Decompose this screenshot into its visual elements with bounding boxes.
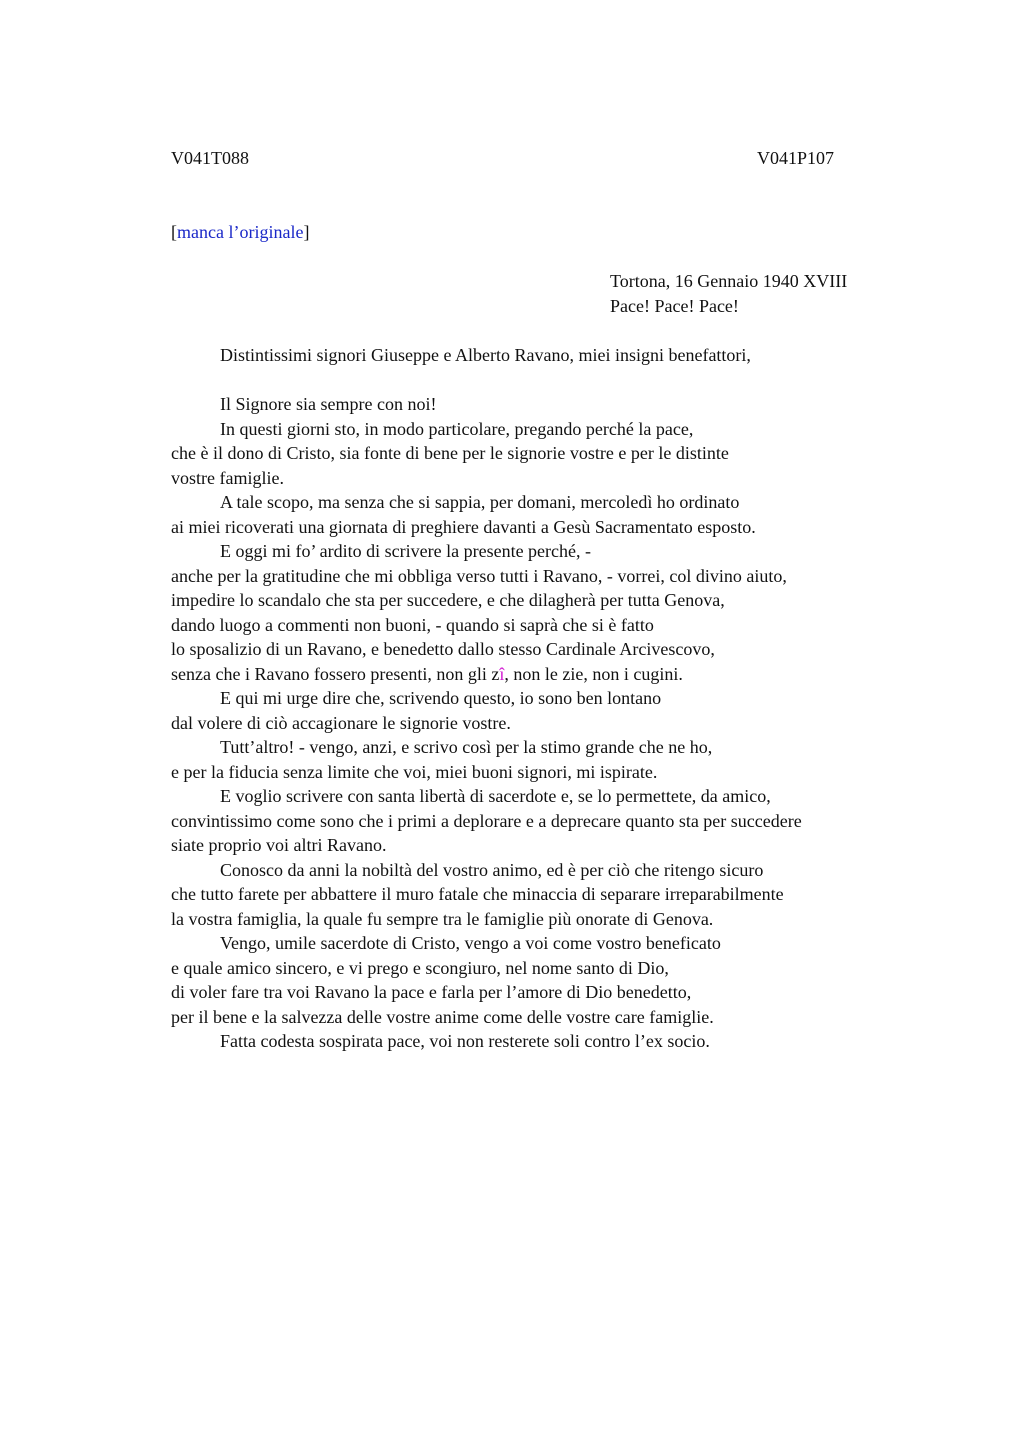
letter-line: e quale amico sincero, e vi prego e scongiuro, nel nome santo di Dio, <box>171 957 669 978</box>
letter-line: Fatta codesta sospirata pace, voi non resterete soli contro l’ex socio. <box>220 1031 710 1051</box>
letter-line: per il bene e la salvezza delle vostre anime come delle vostre care famiglie. <box>171 1006 714 1027</box>
note-link-missing-original[interactable]: manca l’originale <box>177 222 304 242</box>
letter-line: vostre famiglie. <box>171 467 284 488</box>
letter-line: e per la fiducia senza limite che voi, miei buoni signori, mi ispirate. <box>171 761 658 782</box>
letter-line: lo sposalizio di un Ravano, e benedetto dallo stesso Cardinale Arcivescovo, <box>171 639 715 659</box>
editorial-note <box>171 220 309 245</box>
letter-line: Vengo, umile sacerdote di Cristo, vengo a voi come vostro beneficato <box>220 933 721 953</box>
letter-line: E oggi mi fo’ ardito di scrivere la presente perché, - <box>220 541 592 561</box>
salutation: Distintissimi signori Giuseppe e Alberto Ravano, miei insigni benefattori, <box>220 345 751 365</box>
letter-line: Tutt’altro! - vengo, anzi, e scrivo così per la stimo grande che ne ho, <box>220 737 713 757</box>
letter-line <box>171 662 802 687</box>
letter-line: siate proprio voi altri Ravano. <box>171 835 387 855</box>
note-bracket-open: [ <box>171 222 177 242</box>
motto: Pace! Pace! Pace! <box>610 296 739 316</box>
letter-body <box>171 343 802 1054</box>
letter-line: che è il dono di Cristo, sia fonte di bene per le signorie vostre e per le distinte <box>171 443 729 463</box>
letter-line: anche per la gratitudine che mi obbliga verso tutti i Ravano, - vorrei, col divino aiuto, <box>171 565 787 586</box>
letter-line: di voler fare tra voi Ravano la pace e farla per l’amore di Dio benedetto, <box>171 982 692 1002</box>
highlighted-character: î <box>499 663 505 684</box>
letter-line: dal volere di ciò accagionare le signorie vostre. <box>171 712 511 733</box>
letter-line: Il Signore sia sempre con noi! <box>220 394 437 414</box>
letter-line: convintissimo come sono che i primi a deplorare e a deprecare quanto sta per succedere <box>171 810 802 831</box>
letter-line: A tale scopo, ma senza che si sappia, per domani, mercoledì ho ordinato <box>220 492 740 512</box>
letter-line: la vostra famiglia, la quale fu sempre tra le famiglie più onorate di Genova. <box>171 908 714 929</box>
letter-line: E qui mi urge dire che, scrivendo questo, io sono ben lontano <box>220 688 662 708</box>
note-bracket-close: ] <box>303 222 310 242</box>
letter-line: impedire lo scandalo che sta per succedere, e che dilagherà per tutta Genova, <box>171 590 725 610</box>
letter-line: dando luogo a commenti non buoni, - quando si saprà che si è fatto <box>171 614 654 635</box>
blank-line <box>171 368 802 393</box>
letter-line-part: , non le zie, non i cugini. <box>504 663 683 684</box>
letter-line: Conosco da anni la nobiltà del vostro animo, ed è per ciò che ritengo sicuro <box>220 859 764 880</box>
document-code-left: V041T088 <box>171 148 249 168</box>
place-date: Tortona, 16 Gennaio 1940 XVIII <box>610 271 848 291</box>
letter-line: che tutto farete per abbattere il muro fatale che minaccia di separare irreparabilmente <box>171 884 784 904</box>
document-code-right: V041P107 <box>757 148 835 168</box>
letter-line: In questi giorni sto, in modo particolare, pregando perché la pace, <box>220 418 694 439</box>
letter-line: ai miei ricoverati una giornata di preghiere davanti a Gesù Sacramentato esposto. <box>171 516 756 537</box>
letter-line: E voglio scrivere con santa libertà di sacerdote e, se lo permettete, da amico, <box>220 786 771 806</box>
letter-line-part: senza che i Ravano fossero presenti, non gli z <box>171 663 500 684</box>
